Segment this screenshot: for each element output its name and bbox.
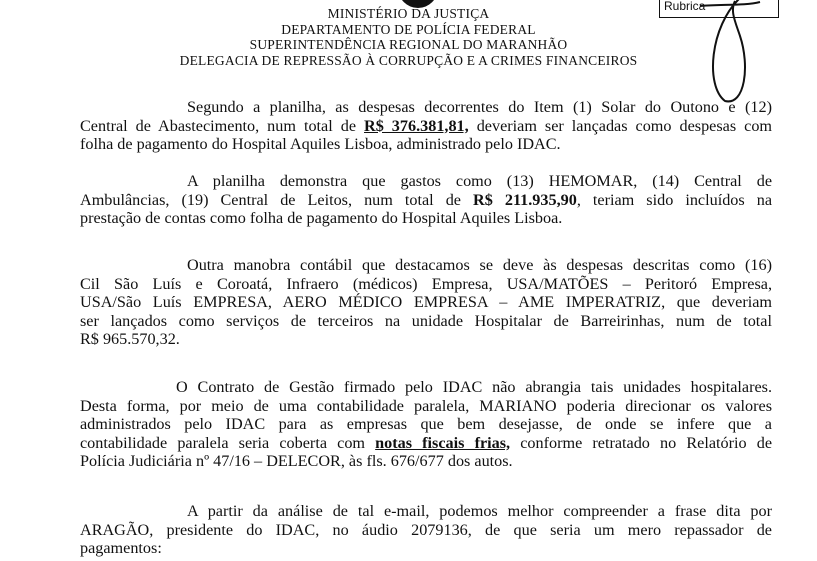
- paragraph-4: [80, 378, 772, 471]
- p2-line1: A planilha demonstra que gastos como (13) HEMOMAR, (14) Central de: [187, 172, 772, 190]
- p3-line5: R$ 965.570,32.: [80, 330, 180, 348]
- p1-line2-c: deveriam ser lançadas como despesas com: [468, 116, 773, 135]
- header-delegacy: DELEGACIA DE REPRESSÃO À CORRUPÇÃO E A CRIMES FINANCEIROS: [179, 52, 638, 68]
- paragraph-5: [80, 502, 772, 558]
- p3-line2: Cil São Luís e Coroatá, Infraero (médicos) Empresa, USA/MATÕES – Peritoró Empresa,: [80, 274, 772, 293]
- p1-amount: R$ 376.381,81,: [364, 116, 469, 135]
- p1-line1: Segundo a planilha, as despesas decorrentes do Item (1) Solar do Outono e (12): [187, 98, 772, 116]
- header-department: DEPARTAMENTO DE POLÍCIA FEDERAL: [281, 21, 536, 37]
- paragraph-1: [80, 98, 772, 154]
- p4-line2: Desta forma, por meio de uma contabilidade paralela, MARIANO poderia direcionar os valores: [80, 396, 772, 415]
- handwritten-signature: [690, 0, 780, 106]
- p4-cold-invoices: notas fiscais frias,: [375, 433, 511, 452]
- paragraph-2: [80, 172, 772, 228]
- p2-line2-c: , teriam sido incluídos na: [576, 190, 773, 209]
- p2-line2-a: Ambulâncias, (19) Central de Leitos, num total de: [80, 190, 474, 209]
- p1-line3: folha de pagamento do Hospital Aquiles Lisboa, administrado pelo IDAC.: [80, 135, 561, 153]
- p1-line2-a: Central de Abastecimento, num total de: [80, 116, 365, 135]
- header-ministry: MINISTÉRIO DA JUSTIÇA: [327, 6, 490, 21]
- p4-line4-a: contabilidade paralela seria coberta com: [80, 433, 376, 452]
- paragraph-3: [80, 256, 772, 349]
- p2-amount: R$ 211.935,90: [473, 190, 577, 209]
- p2-line3: prestação de contas como folha de pagamento do Hospital Aquiles Lisboa.: [80, 209, 563, 227]
- p4-line3: administrados pelo IDAC para as empresas que bem desejasse, de onde se infere que a: [80, 415, 772, 433]
- p5-line3: pagamentos:: [80, 539, 162, 557]
- p5-line2: ARAGÃO, presidente do IDAC, no áudio 2079136, de que seria um mero repassador de: [80, 520, 772, 539]
- p4-line4-c: conforme retratado no Relatório de: [510, 433, 773, 452]
- p3-line3: USA/São Luís EMPRESA, AERO MÉDICO EMPRESA – AME IMPERATRIZ, que deveriam: [80, 293, 772, 311]
- rubrica-label: Rubrica: [664, 0, 706, 13]
- p5-line1: A partir da análise de tal e-mail, podemos melhor compreender a frase dita por: [187, 502, 772, 520]
- p3-line4: ser lançados como serviços de terceiros na unidade Hospitalar de Barreirinhas, num de total: [80, 311, 772, 330]
- p4-line5: Polícia Judiciária nº 47/16 – DELECOR, às fls. 676/677 dos autos.: [80, 452, 513, 470]
- p4-line1: O Contrato de Gestão firmado pelo IDAC não abrangia tais unidades hospitalares.: [176, 378, 772, 396]
- p3-line1: Outra manobra contábil que destacamos se deve às despesas descritas como (16): [187, 256, 772, 274]
- header-superintendency: SUPERINTENDÊNCIA REGIONAL DO MARANHÃO: [249, 37, 568, 52]
